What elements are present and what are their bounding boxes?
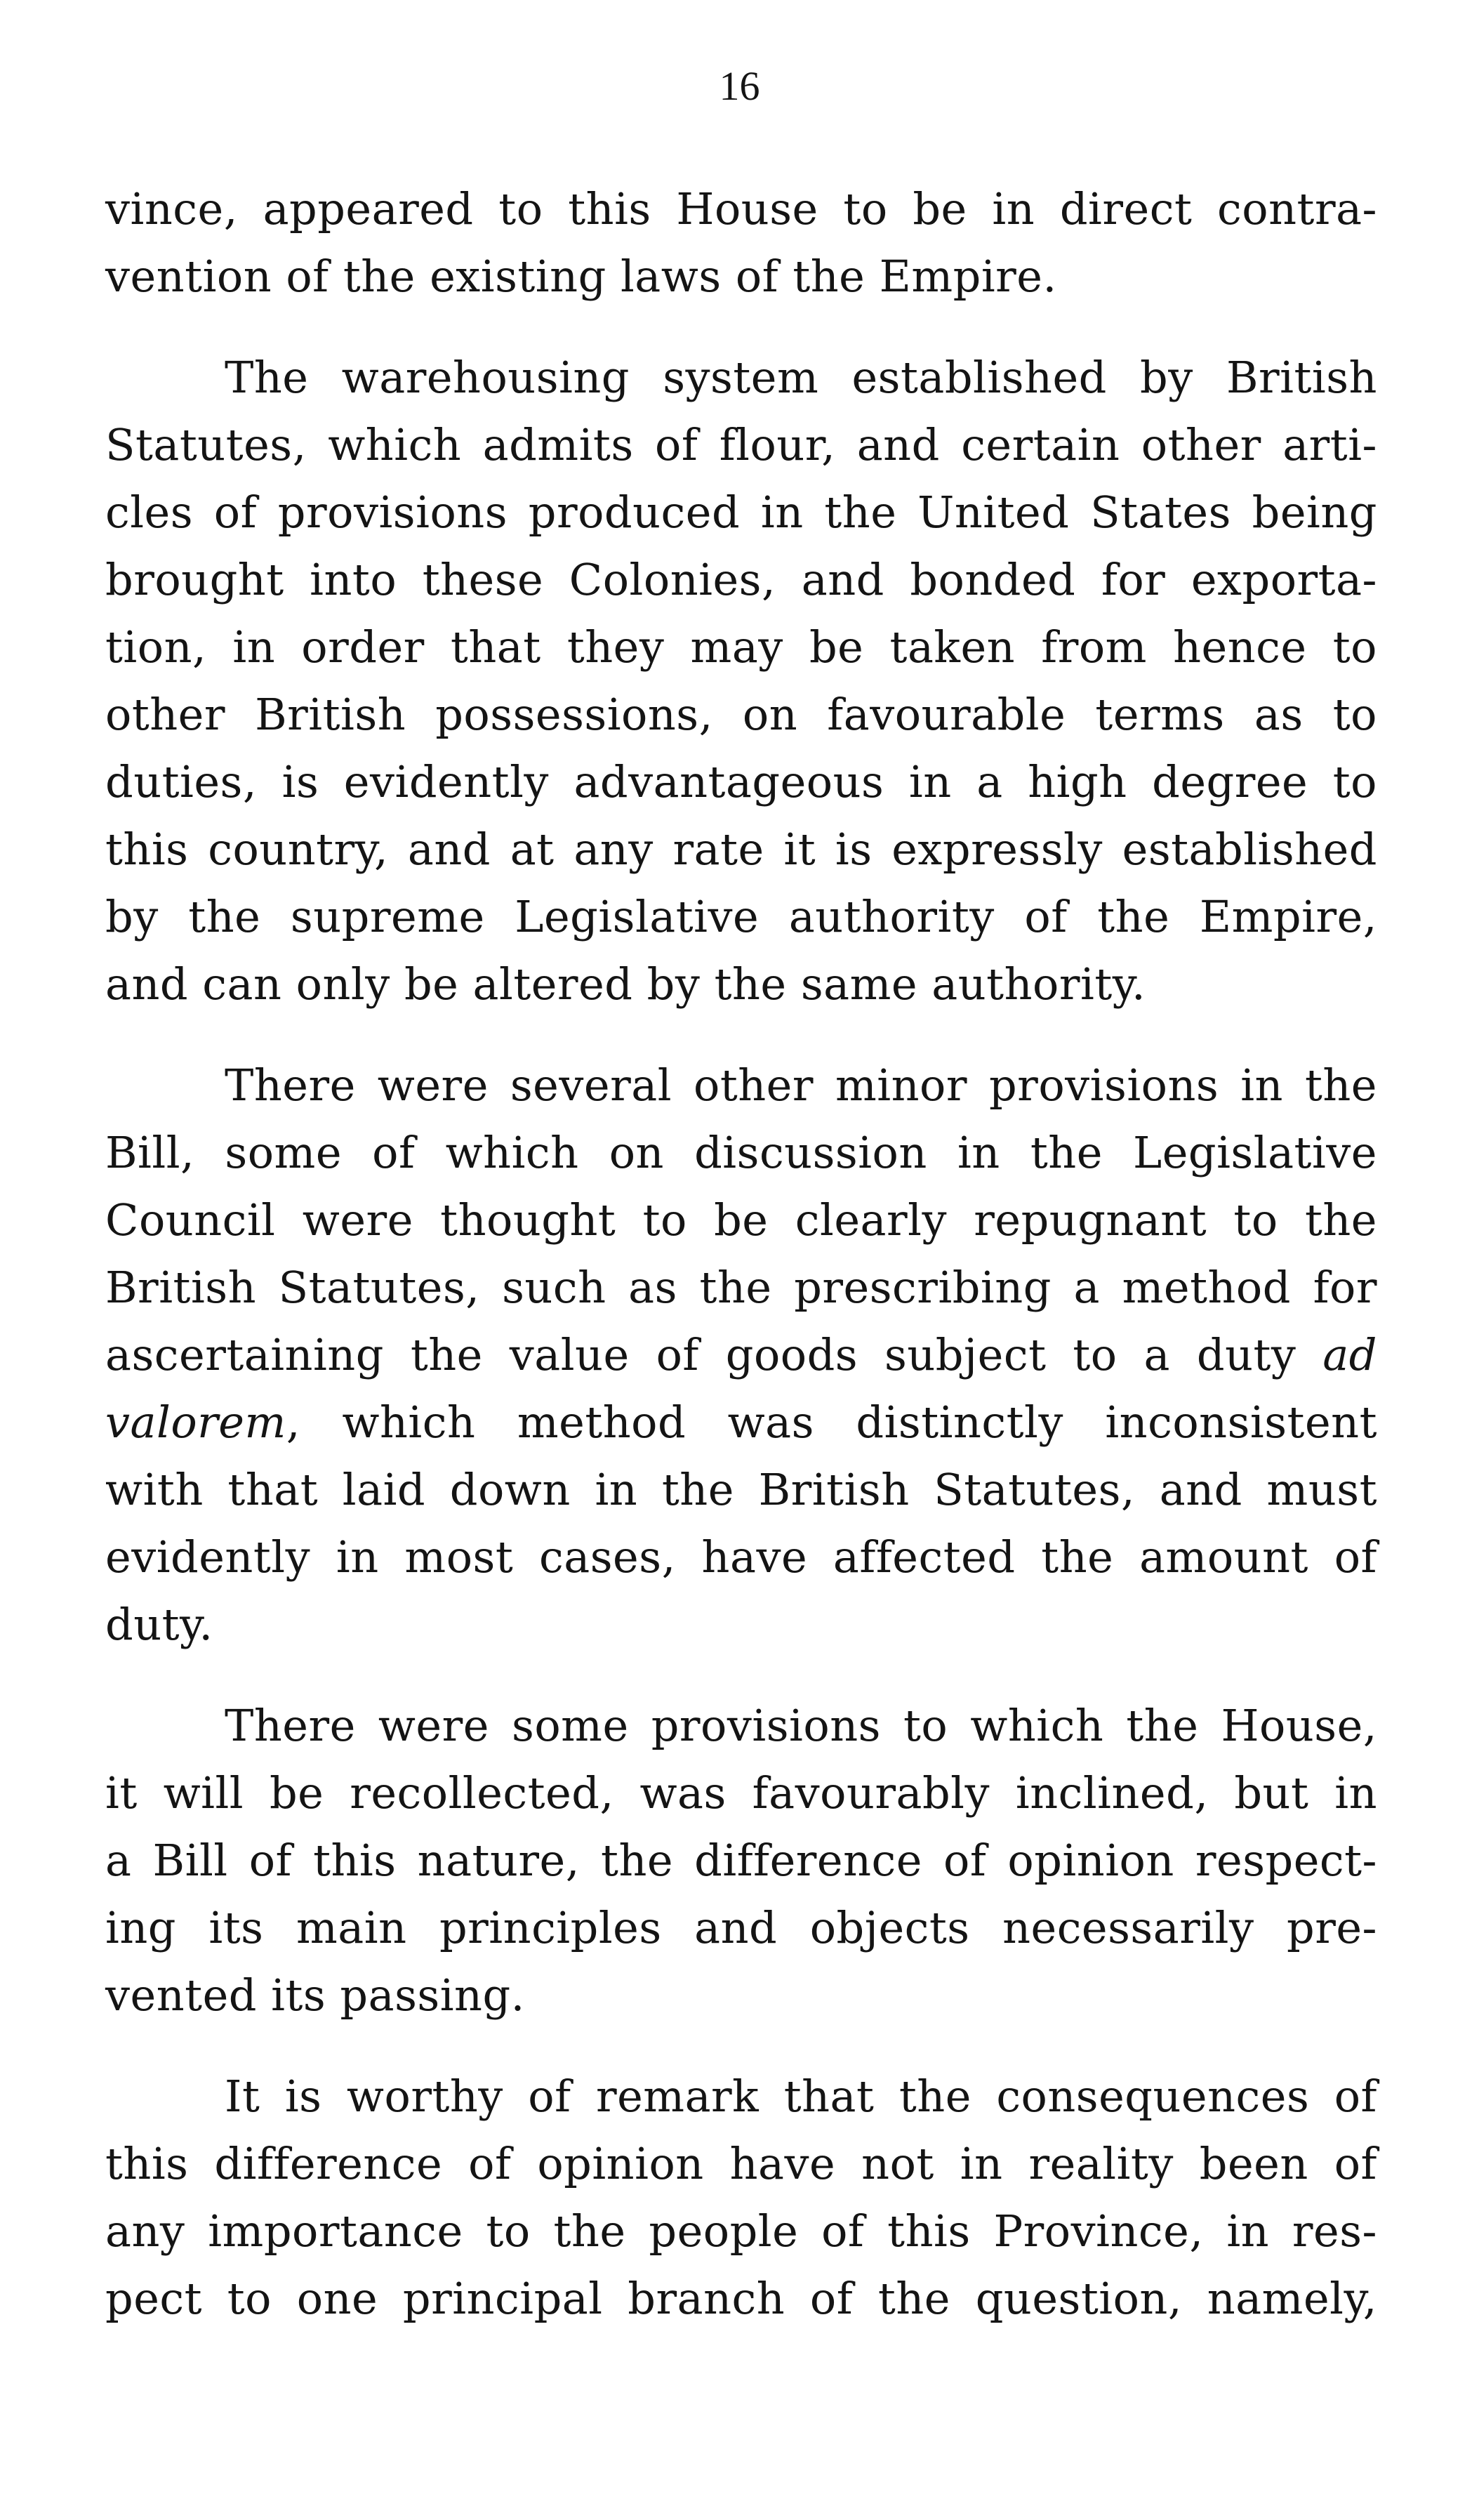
paragraph-3 [105, 1052, 1377, 1658]
text-line: valorem, which method was distinctly inconsistent [105, 1397, 1377, 1448]
text-line: this country, and at any rate it is expressly established [105, 824, 1377, 875]
text-line: The warehousing system established by British [225, 352, 1377, 403]
paragraph-1 [105, 176, 1377, 310]
text-line: British Statutes, such as the prescribing a method for [105, 1262, 1377, 1313]
text-line: with that laid down in the British Statutes, and must [105, 1464, 1377, 1515]
text-line: There were several other minor provisions in the [225, 1060, 1377, 1111]
text-line: ing its main principles and objects necessarily pre- [105, 1902, 1377, 1953]
page-number: 16 [719, 63, 760, 109]
text-line: ascertaining the value of goods subject to a duty ad [105, 1329, 1377, 1380]
italic-phrase: ad [1322, 1329, 1377, 1380]
text-line: a Bill of this nature, the difference of opinion respect- [105, 1835, 1377, 1886]
text-line: tion, in order that they may be taken from hence to [105, 621, 1377, 673]
text-line: There were some provisions to which the House, [225, 1700, 1377, 1751]
text-line: any importance to the people of this Province, in res- [105, 2205, 1377, 2257]
text-line: other British possessions, on favourable terms as to [105, 689, 1377, 740]
italic-phrase: valorem [105, 1397, 286, 1448]
paragraph-4 [105, 1692, 1377, 2029]
text-line: vention of the existing laws of the Empire. [105, 251, 1057, 302]
text-line: duty. [105, 1599, 213, 1650]
text-line: pect to one principal branch of the question, namely, [105, 2273, 1377, 2324]
text-line: and can only be altered by the same authority. [105, 958, 1146, 1010]
text-line: cles of provisions produced in the United States being [105, 487, 1377, 538]
text-line: Council were thought to be clearly repugnant to the [105, 1194, 1377, 1246]
text-line: duties, is evidently advantageous in a high degree to [105, 756, 1377, 807]
text-line: It is worthy of remark that the consequences of [225, 2071, 1377, 2122]
text-line: it will be recollected, was favourably inclined, but in [105, 1767, 1377, 1819]
text-line: Statutes, which admits of flour, and certain other arti- [105, 419, 1377, 470]
text-line: vented its passing. [105, 1970, 525, 2021]
body-text [105, 176, 1377, 2366]
paragraph-2 [105, 344, 1377, 1018]
text-line: Bill, some of which on discussion in the Legislative [105, 1127, 1377, 1178]
paragraph-5 [105, 2063, 1377, 2333]
text-line: vince, appeared to this House to be in direct contra- [105, 183, 1377, 235]
text-line: evidently in most cases, have affected the amount of [105, 1531, 1377, 1583]
text-line: this difference of opinion have not in reality been of [105, 2138, 1377, 2189]
text-line: brought into these Colonies, and bonded for exporta- [105, 554, 1377, 605]
text-line: by the supreme Legislative authority of the Empire, [105, 891, 1377, 942]
